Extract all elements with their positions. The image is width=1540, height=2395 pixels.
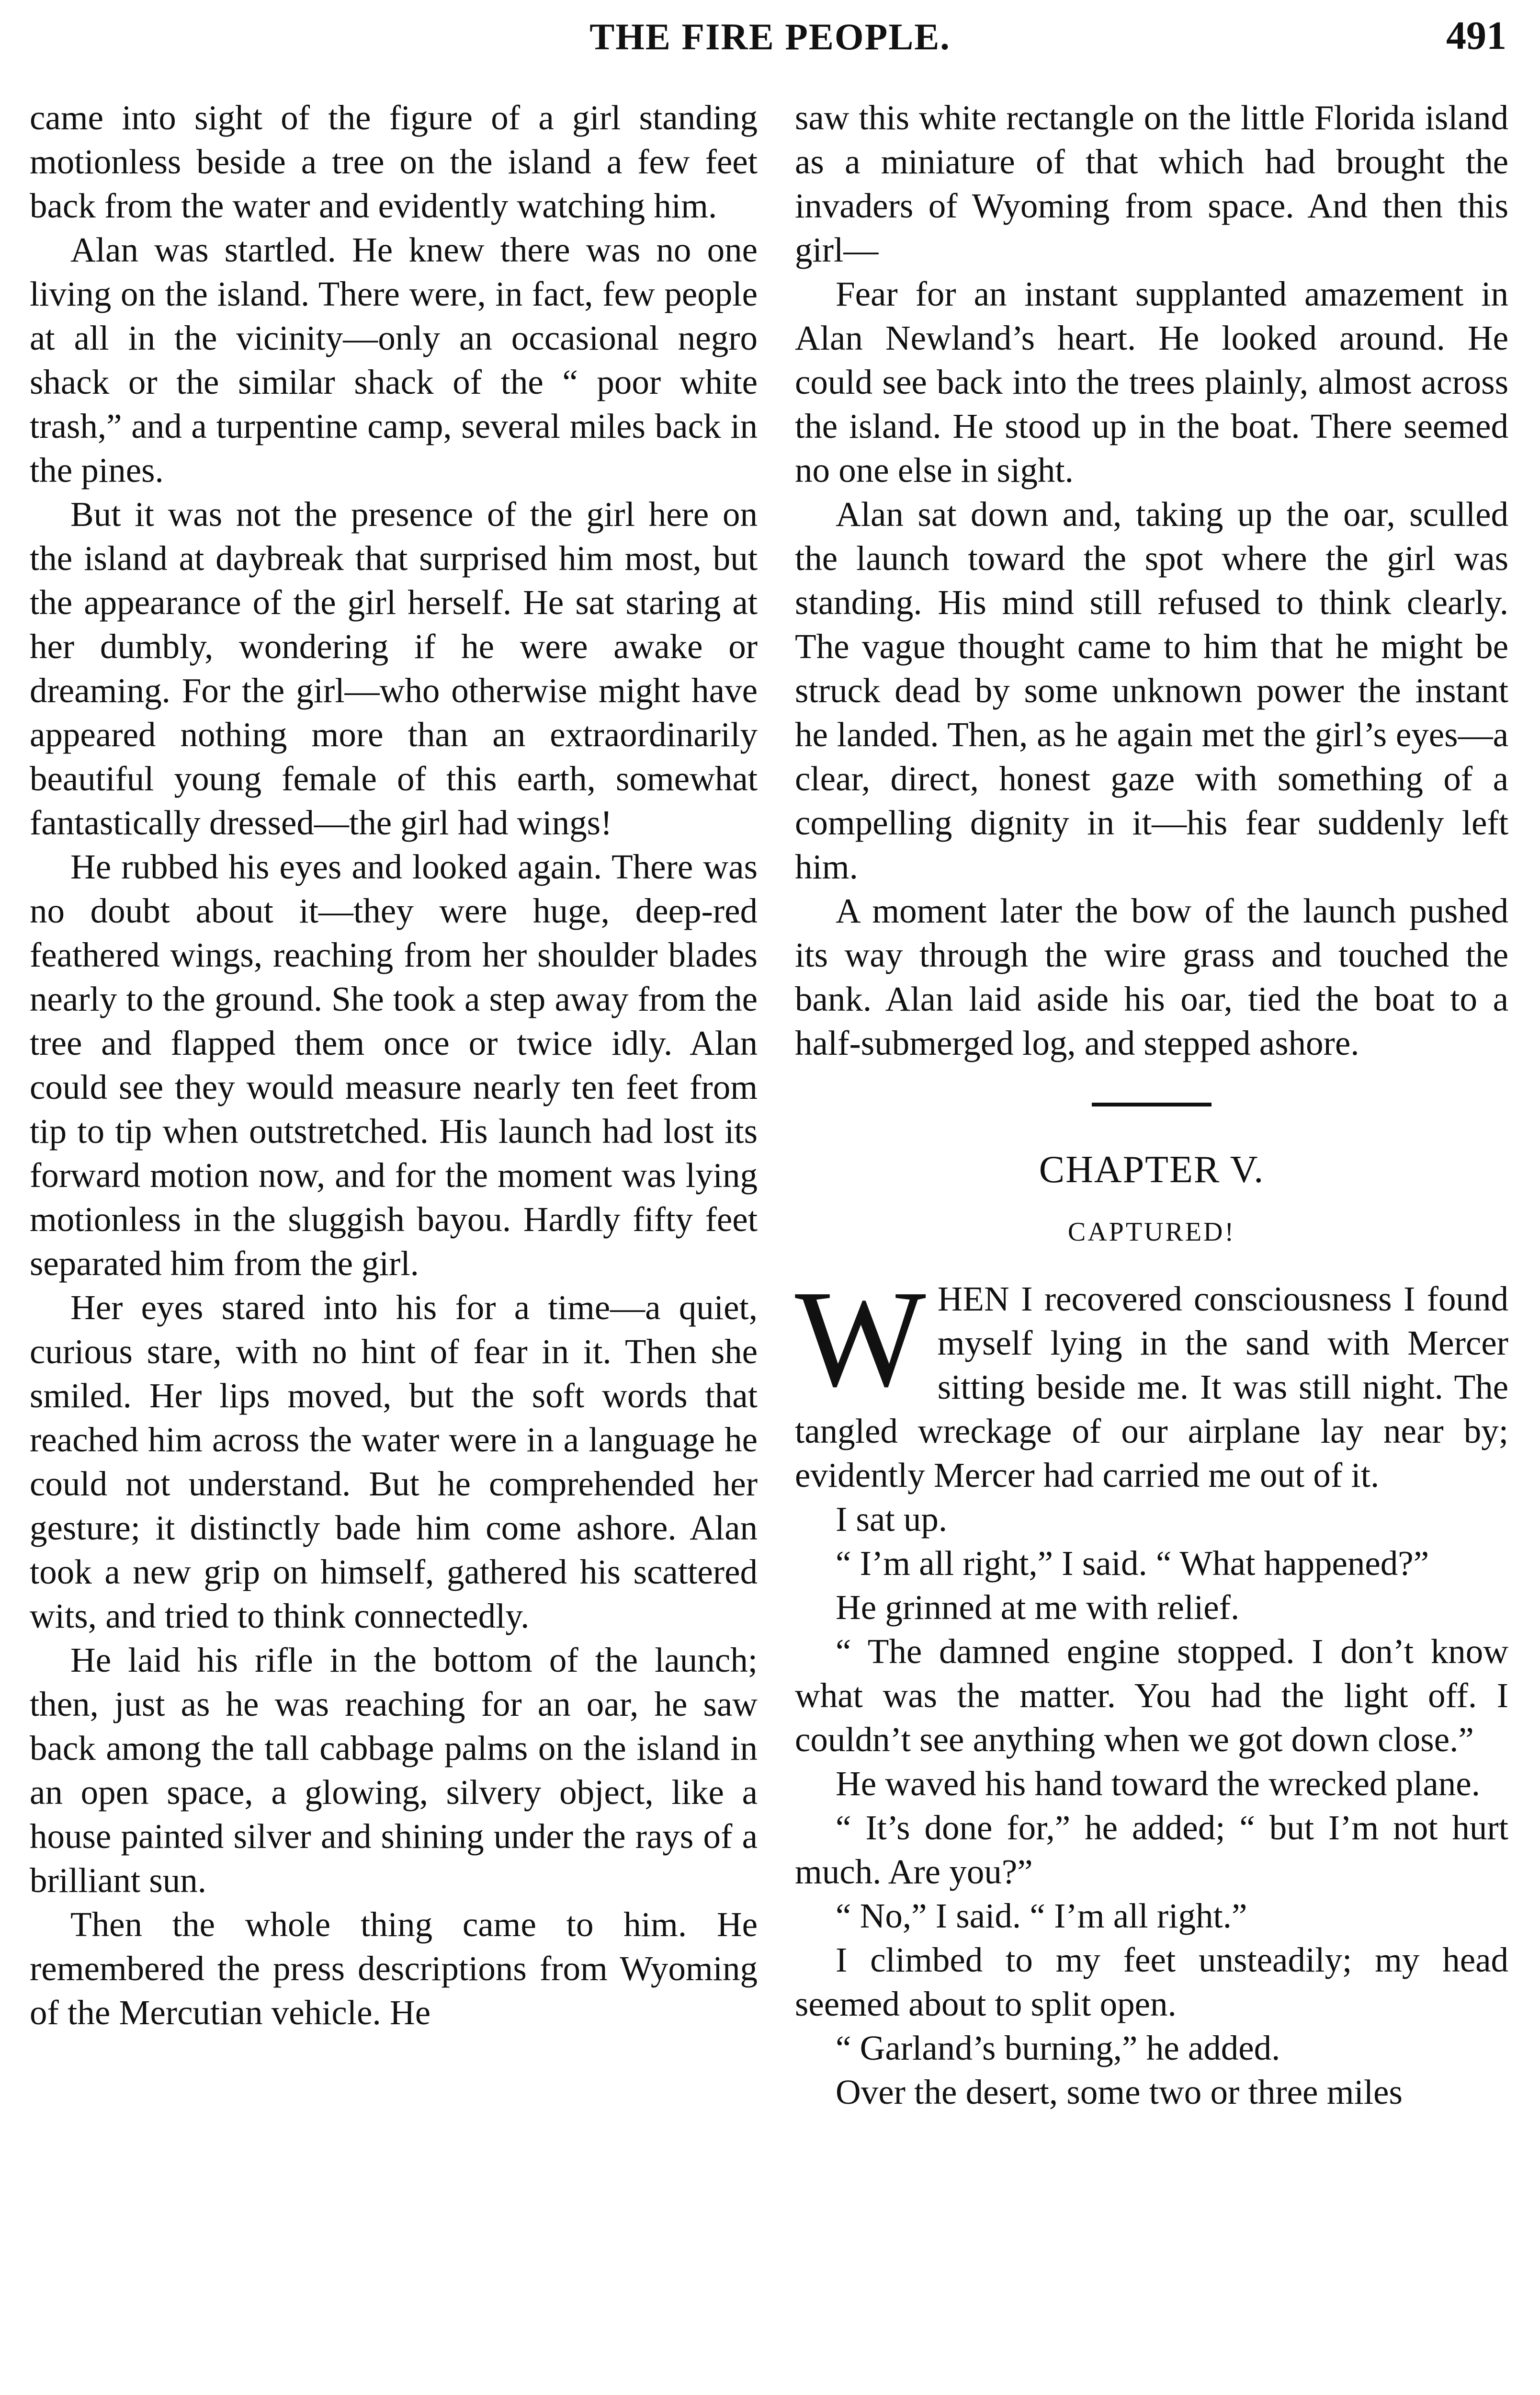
section-divider (1092, 1103, 1212, 1106)
left-column (30, 96, 758, 2035)
paragraph: He waved his hand toward the wrecked plane. (836, 1764, 1480, 1803)
chapter-heading: CHAPTER V. (1039, 1149, 1265, 1191)
chapter-subtitle: CAPTURED! (1067, 1217, 1236, 1247)
paragraph: “ The damned engine stopped. I don’t know what was the matter. You had the light off. I couldn’t see anything when we got down close.” (795, 1632, 1508, 1759)
drop-cap: W (795, 1262, 926, 1415)
paragraph: He rubbed his eyes and looked again. There was no doubt about it—they were huge, deep-red feathered wings, reaching from her shoulder blades nearly to the ground. She took a step away from the tree and flapped them once or twice idly. Alan could see they would measure nearly ten feet from tip to tip when outstretched. His launch had lost its forward motion now, and for the moment was lying motionless in the sluggish bayou. Hardly fifty feet separated him from the girl. (30, 847, 758, 1283)
paragraph: “ Garland’s burning,” he added. (836, 2029, 1280, 2067)
paragraph: Then the whole thing came to him. He remembered the press descriptions from Wyoming of the Mercutian vehicle. He (30, 1905, 758, 2032)
paragraph: came into sight of the figure of a girl standing motionless beside a tree on the island a few feet back from the water and evidently watching him. (30, 98, 758, 225)
paragraph: Alan sat down and, taking up the oar, sculled the launch toward the spot where the girl was standing. His mind still refused to think clearly. The vague thought came to him that he might be struck dead by some unknown power the instant he landed. Then, as he again met the girl’s eyes—a clear, direct, honest gaze with something of a compelling dignity in it—his fear suddenly left him. (795, 495, 1508, 886)
paragraph: Fear for an instant supplanted amazement in Alan Newland’s heart. He looked around. He could see back into the trees plainly, almost across the island. He stood up in the boat. There seemed no one else in sight. (795, 274, 1508, 490)
paragraph: He grinned at me with relief. (836, 1588, 1240, 1627)
chapter-opening-paragraph (795, 1262, 1508, 1497)
paragraph: “ No,” I said. “ I’m all right.” (836, 1896, 1247, 1935)
paragraph: A moment later the bow of the launch pushed its way through the wire grass and touched the bank. Alan laid aside his oar, tied the boat to a half-submerged log, and stepped ashore. (795, 891, 1508, 1062)
right-column (795, 96, 1508, 2114)
paragraph: “ I’m all right,” I said. “ What happened?” (836, 1544, 1429, 1583)
opening-text: HEN I recovered consciousness I found myself lying in the sand with Mercer sitting beside me. It was still night. The tangled wreckage of our airplane lay near by; evidently Mercer had carried me out of it. (795, 1279, 1508, 1494)
paragraph: He laid his rifle in the bottom of the launch; then, just as he was reaching for an oar, he saw back among the tall cabbage palms on the island in an open space, a glowing, silvery object, like a house painted silver and shining under the rays of a brilliant sun. (30, 1641, 758, 1900)
running-title: THE FIRE PEOPLE. (589, 16, 951, 57)
paragraph: “ It’s done for,” he added; “ but I’m not hurt much. Are you?” (795, 1808, 1508, 1891)
paragraph: I sat up. (836, 1500, 948, 1539)
paragraph: saw this white rectangle on the little Florida island as a miniature of that which had brought the invaders of Wyoming from space. And then this girl— (795, 98, 1508, 269)
running-header (29, 9, 1511, 61)
paragraph: Her eyes stared into his for a time—a quiet, curious stare, with no hint of fear in it. Then she smiled. Her lips moved, but the soft words that reached him across the water were in a language he could not understand. But he comprehended her gesture; it distinctly bade him come ashore. Alan took a new grip on himself, gathered his scattered wits, and tried to think connectedly. (30, 1288, 758, 1635)
paragraph: Alan was startled. He knew there was no one living on the island. There were, in fact, few people at all in the vicinity—only an occasional negro shack or the similar shack of the “ poor white trash,” and a turpentine camp, several miles back in the pines. (30, 230, 758, 490)
page-number: 491 (1446, 13, 1506, 58)
paragraph: I climbed to my feet unsteadily; my head seemed about to split open. (795, 1940, 1508, 2023)
paragraph: But it was not the presence of the girl here on the island at daybreak that surprised him most, but the appearance of the girl herself. He sat staring at her dumbly, wondering if he were awake or dreaming. For the girl—who otherwise might have appeared nothing more than an extraordinarily beautiful young female of this earth, somewhat fantastically dressed—the girl had wings! (30, 495, 758, 842)
paragraph: Over the desert, some two or three miles (836, 2073, 1403, 2111)
